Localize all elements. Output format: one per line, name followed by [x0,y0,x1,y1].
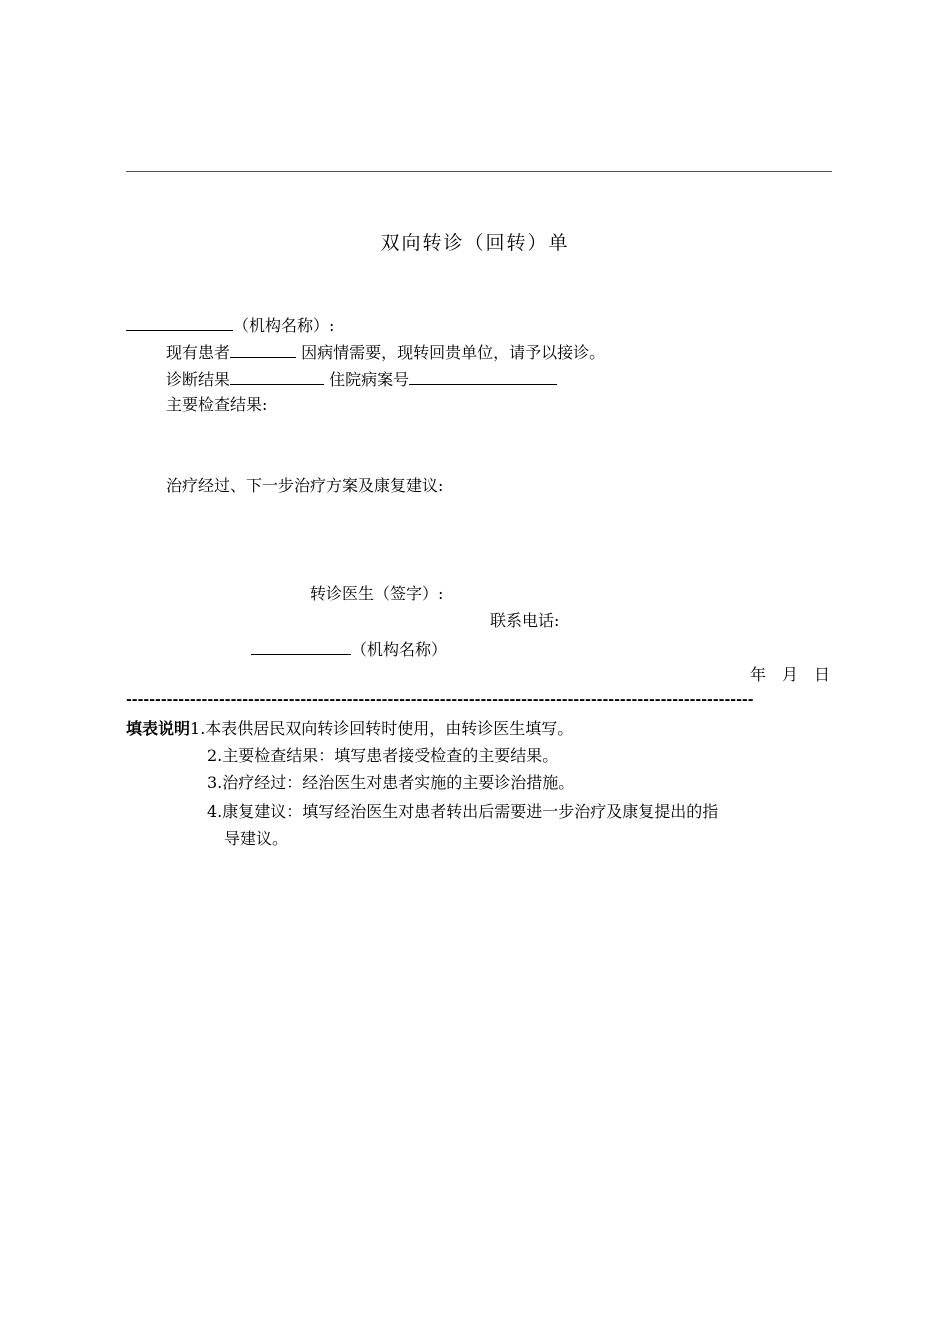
treatment-label: 治疗经过、下一步治疗方案及康复建议: [166,476,444,495]
date-label: 年 月 日 [749,665,830,684]
org-name-row-2 [251,638,447,660]
instruction-item: 1.本表供居民双向转诊回转时使用，由转诊医生填写。 [190,719,574,738]
patient-suffix: 因病情需要，现转回贵单位，请予以接诊。 [301,343,606,362]
patient-name-blank[interactable] [230,341,296,358]
instruction-item: 导建议。 [224,829,289,848]
instruction-row-1 [126,719,573,739]
org-name-blank-2[interactable] [251,638,351,655]
doctor-signature-label: 转诊医生（签字）: [310,584,444,603]
top-rule [126,171,832,172]
diagnosis-label: 诊断结果 [166,370,231,389]
instruction-item: 3.治疗经过：经治医生对患者实施的主要诊治措施。 [207,773,575,792]
patient-row [166,341,605,363]
phone-label: 联系电话: [490,611,560,630]
instruction-item: 2.主要检查结果：填写患者接受检查的主要结果。 [207,746,559,765]
instructions-heading: 填表说明 [126,719,191,738]
diagnosis-blank[interactable] [230,368,324,385]
org-name-label: （机构名称）: [233,316,335,335]
cut-divider: ------------------------------------------------------------------------------------------------------------ [126,692,754,708]
org-name-label-2: （机构名称） [351,640,448,659]
record-number-blank[interactable] [409,368,557,385]
record-label: 住院病案号 [329,370,410,389]
instruction-item: 4.康复建议：填写经治医生对患者转出后需要进一步治疗及康复提出的指 [207,802,719,821]
patient-prefix: 现有患者 [166,343,231,362]
diagnosis-row [166,368,557,390]
exam-label: 主要检查结果: [166,395,268,414]
org-name-blank[interactable] [126,314,233,331]
org-name-row [126,314,334,336]
form-title: 双向转诊（回转）单 [380,232,570,254]
